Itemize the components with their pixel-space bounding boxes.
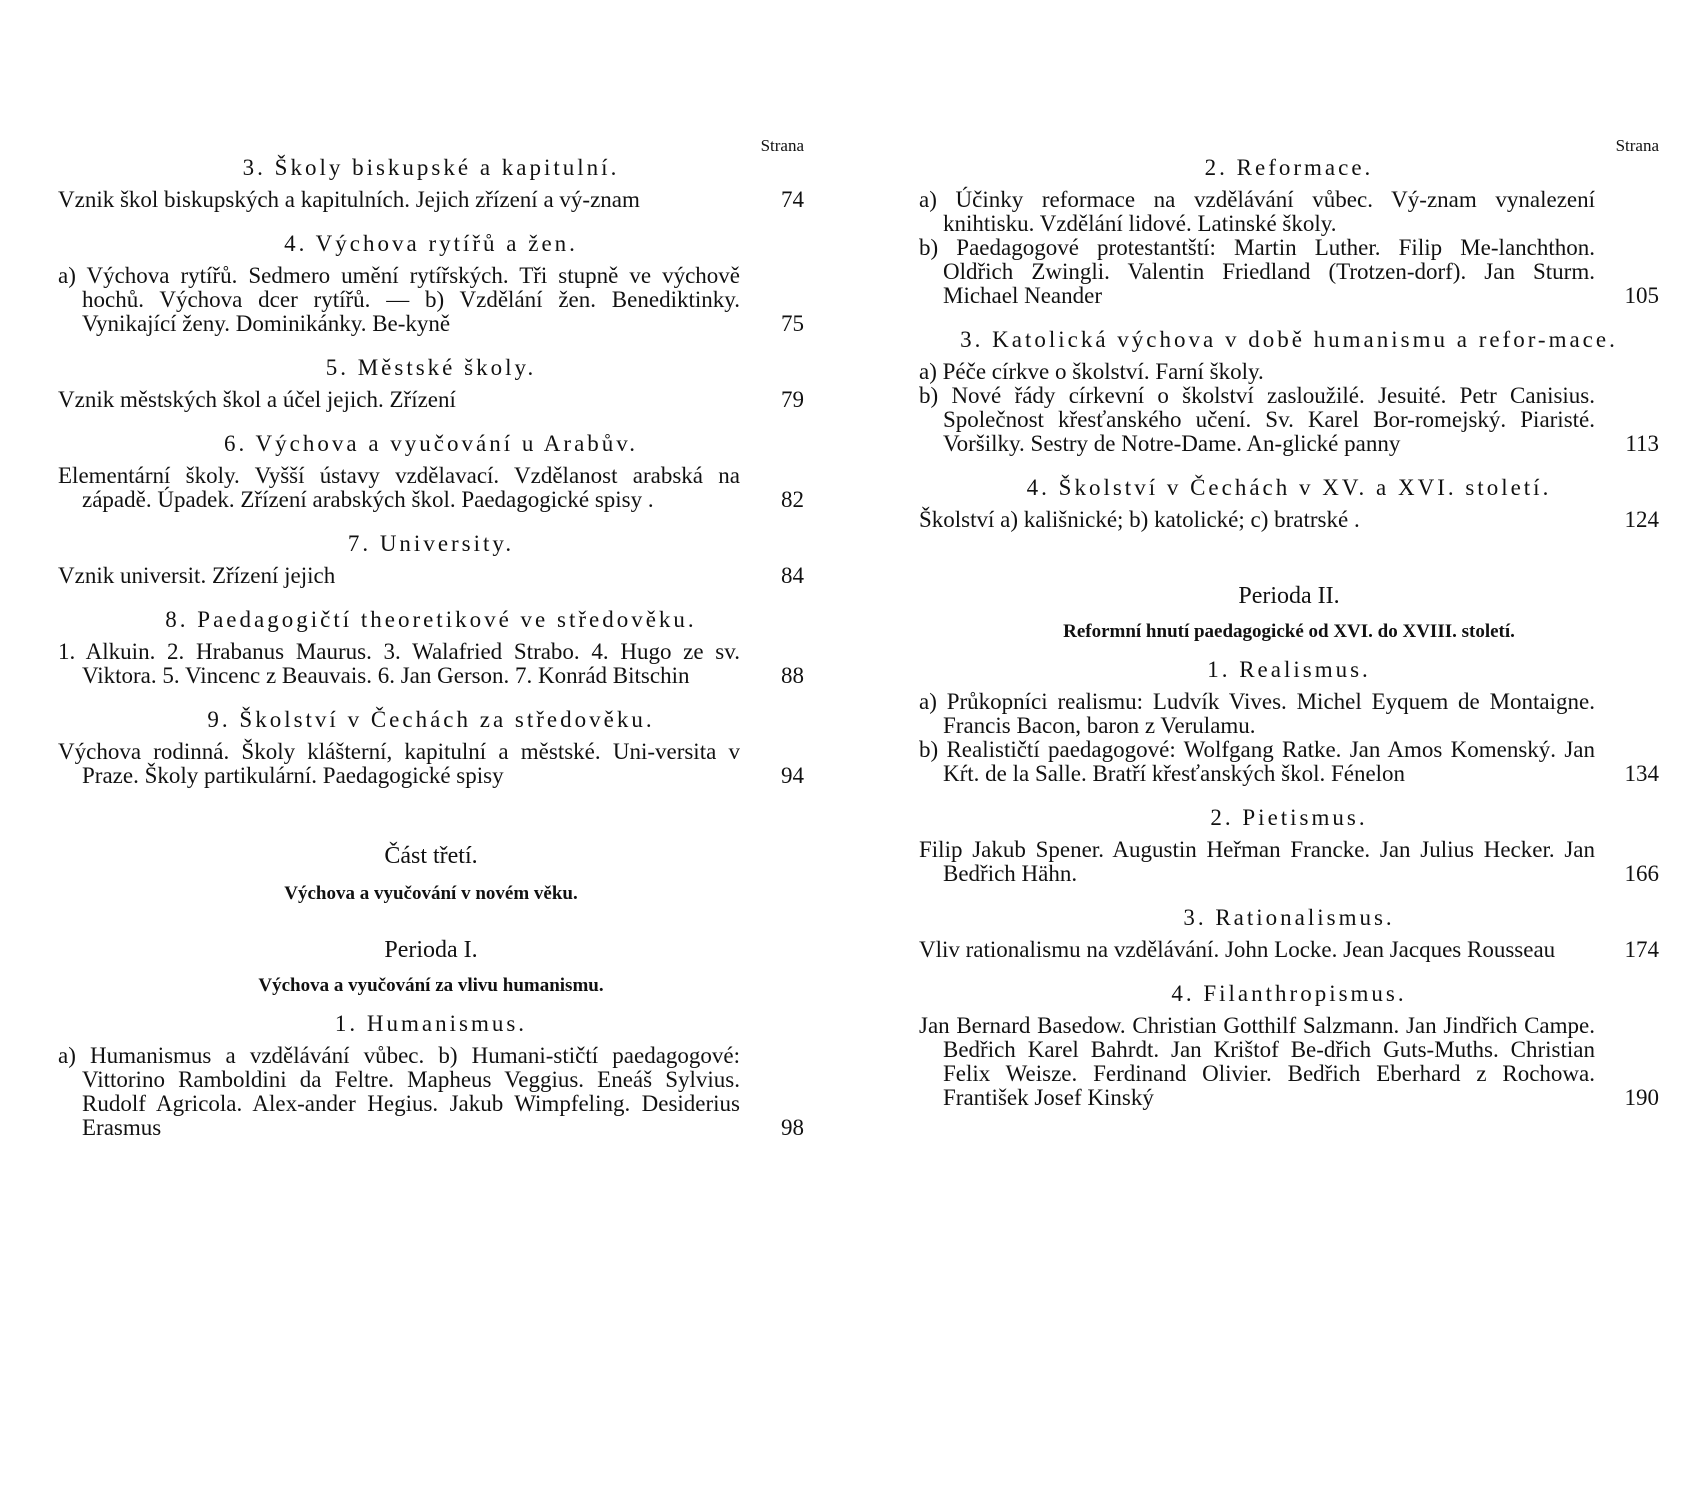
page-number: 79 (781, 387, 804, 412)
section-title: 6. Výchova a vyučování u Arabův. (223, 431, 639, 456)
left-entries (58, 156, 804, 788)
section-title: 3. Katolická výchova v době humanismu a refor-mace. (960, 327, 1618, 352)
period-subtitle: Reformní hnutí paedagogické od XVI. do XVIII. století. (1063, 621, 1515, 642)
section-title: 7. University. (347, 531, 515, 556)
toc-entry (919, 982, 1659, 1110)
page-number: 105 (1624, 283, 1659, 308)
entry-body (58, 640, 740, 688)
entry-body (919, 1014, 1595, 1110)
toc-entry (919, 658, 1659, 786)
toc-entry (58, 708, 804, 788)
right-entries (919, 156, 1659, 532)
entry-text: 1. Alkuin. 2. Hrabanus Maurus. 3. Walafried Strabo. 4. Hugo ze sv. Viktora. 5. Vincenc z Beauvais. 6. Jan Gerson. 7. Konrád Bitschin (58, 639, 740, 688)
entry-text: Školství a) kališnické; b) katolické; c) bratrské . (919, 507, 1360, 532)
entry-text: Vznik městských škol a účel jejich. Zřízení (58, 387, 456, 412)
period-title: Perioda I. (384, 937, 478, 963)
entry-text: a) Průkopníci realismu: Ludvík Vives. Michel Eyquem de Montaigne. Francis Bacon, baron z Verulamu. (919, 689, 1595, 738)
section-title: 9. Školství v Čechách za středověku. (207, 707, 655, 732)
section-title: 5. Městské školy. (325, 355, 537, 380)
right-entries-2 (919, 658, 1659, 1110)
page-number: 124 (1624, 507, 1659, 532)
entry-body (58, 188, 740, 212)
entry-text: Filip Jakub Spener. Augustin Heřman Francke. Jan Julius Hecker. Jan Bedřich Hähn. (919, 837, 1595, 886)
period-subtitle: Výchova a vyučování za vlivu humanismu. (258, 975, 604, 996)
entry-text: b) Realističtí paedagogové: Wolfgang Ratke. Jan Amos Komenský. Jan Kŕt. de la Salle. Bratří křesťanských škol. Fénelon (919, 737, 1595, 786)
entry-body (919, 508, 1595, 532)
toc-entry (58, 432, 804, 512)
entry-text: Jan Bernard Basedow. Christian Gotthilf Salzmann. Jan Jindřich Campe. Bedřich Karel Bahrdt. Jan Krištof Be-dřich Guts-Muths. Christian Felix Weisze. Ferdinand Olivier. Bedřich Eberhard z Rochowa. František Josef Kinský (919, 1013, 1595, 1110)
section-title: 3. Školy biskupské a kapitulní. (242, 155, 620, 180)
left-column (58, 136, 804, 1140)
entry-text: Výchova rodinná. Školy klášterní, kapitulní a městské. Uni-versita v Praze. Školy partikulární. Paedagogické spisy (58, 739, 740, 788)
entry-text: b) Nové řády církevní o školství zasloužilé. Jesuité. Petr Canisius. Společnost křesťanského učení. Sv. Karel Bor-romejský. Piaristé. Voršilky. Sestry de Notre-Dame. An-glické panny (919, 383, 1595, 456)
page-number: 82 (781, 487, 804, 512)
entry-text: Vliv rationalismu na vzdělávání. John Locke. Jean Jacques Rousseau (919, 937, 1556, 962)
section-title: 2. Pietismus. (1210, 805, 1368, 830)
entry-body (919, 690, 1595, 786)
toc-entry (919, 328, 1659, 456)
page-number: 94 (781, 763, 804, 788)
page-number: 113 (1625, 431, 1659, 456)
entry-body (58, 564, 740, 588)
entry-body (919, 188, 1595, 308)
section-title: 4. Výchova rytířů a žen. (284, 231, 578, 256)
section-title: 4. Filanthropismus. (1171, 981, 1407, 1006)
entry-text: a) Výchova rytířů. Sedmero umění rytířských. Tři stupně ve výchově hochů. Výchova dcer rytířů. — b) Vzdělání žen. Benediktinky. Vynikající ženy. Dominikánky. Be-kyně (58, 263, 740, 336)
section-title: 2. Reformace. (1204, 155, 1374, 180)
section-title: 4. Školství v Čechách v XV. a XVI. století. (1026, 475, 1552, 500)
toc-entry (58, 232, 804, 336)
toc-entry (58, 356, 804, 412)
entry-text: Vznik universit. Zřízení jejich (58, 563, 336, 588)
toc-entry (58, 156, 804, 212)
toc-entry (58, 532, 804, 588)
page-number: 88 (781, 663, 804, 688)
entry-body (919, 938, 1595, 962)
left-entries-2 (58, 1012, 804, 1140)
section-title: 1. Humanismus. (334, 1011, 528, 1036)
entry-text: Vznik škol biskupských a kapitulních. Jejich zřízení a vý-znam (58, 187, 640, 212)
entry-text: a) Účinky reformace na vzdělávání vůbec. Vý-znam vynalezení knihtisku. Vzdělání lidové. Latinské školy. (919, 187, 1595, 236)
entry-body (58, 740, 740, 788)
page-number: 174 (1624, 937, 1659, 962)
toc-entry (919, 806, 1659, 886)
toc-entry (919, 156, 1659, 308)
right-column (919, 136, 1659, 1110)
page-number: 134 (1624, 761, 1659, 786)
page-number: 98 (781, 1115, 804, 1140)
page-number: 74 (781, 187, 804, 212)
toc-entry (58, 608, 804, 688)
entry-text: a) Péče církve o školství. Farní školy. (919, 359, 1264, 384)
toc-entry (919, 476, 1659, 532)
entry-body (58, 464, 740, 512)
page-number: 166 (1624, 861, 1659, 886)
section-title: 3. Rationalismus. (1183, 905, 1395, 930)
entry-text: Elementární školy. Vyšší ústavy vzdělavací. Vzdělanost arabská na západě. Úpadek. Zřízení arabských škol. Paedagogické spisy . (58, 463, 740, 512)
page-number: 190 (1624, 1085, 1659, 1110)
page-header-label: Strana (760, 136, 804, 155)
section-title: 8. Paedagogičtí theoretikové ve středověku. (165, 607, 697, 632)
toc-entry (58, 1012, 804, 1140)
part-subtitle: Výchova a vyučování v novém věku. (284, 883, 578, 904)
entry-text: a) Humanismus a vzdělávání vůbec. b) Humani-stičtí paedagogové: Vittorino Ramboldini da Feltre. Mapheus Veggius. Eneáš Sylvius. Rudolf Agricola. Alex-ander Hegius. Jakub Wimpfeling. Desiderius Erasmus (58, 1043, 740, 1140)
entry-text: b) Paedagogové protestantští: Martin Luther. Filip Me-lanchthon. Oldřich Zwingli. Valentin Friedland (Trotzen-dorf). Jan Sturm. Michael Neander (919, 235, 1595, 308)
toc-entry (919, 906, 1659, 962)
page-number: 84 (781, 563, 804, 588)
period-title: Perioda II. (1238, 583, 1340, 609)
entry-body (919, 838, 1595, 886)
entry-body (919, 360, 1595, 456)
part-title: Část třetí. (384, 843, 478, 869)
section-title: 1. Realismus. (1207, 657, 1371, 682)
entry-body (58, 388, 740, 412)
page-header-label: Strana (1615, 136, 1659, 155)
entry-body (58, 1044, 740, 1140)
entry-body (58, 264, 740, 336)
page-number: 75 (781, 311, 804, 336)
